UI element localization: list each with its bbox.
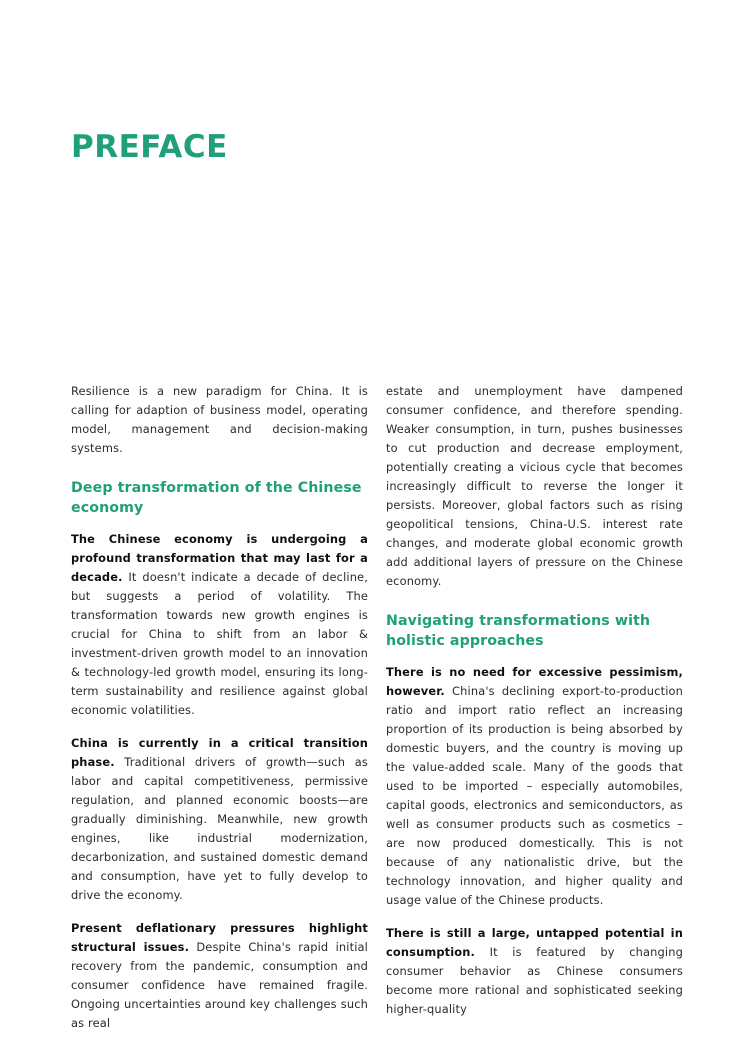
- paragraph-no-pessimism: [386, 663, 683, 910]
- paragraph-body: It is featured by changing consumer behavior as Chinese consumers become more rational and sophisticated seeking higher-quality: [386, 945, 683, 1016]
- intro-paragraph: Resilience is a new paradigm for China. It is calling for adaption of business model, operating model, management and decision-making systems.: [71, 384, 368, 455]
- page-title: PREFACE: [71, 129, 228, 165]
- paragraph-continuation: estate and unemployment have dampened consumer confidence, and therefore spending. Weaker consumption, in turn, pushes businesses to cut production and decrease employment, potentially creating a vicious cycle that becomes increasingly difficult to reverse the longer it persists. Moreover, global factors such as rising geopolitical tensions, China-U.S. interest rate changes, and moderate global economic growth add additional layers of pressure on the Chinese economy.: [386, 384, 683, 588]
- paragraph-lead: Present deflationary pressures highlight structural issues.: [71, 921, 368, 954]
- paragraph-critical-transition: [71, 734, 368, 905]
- right-column: [386, 382, 683, 1033]
- paragraph-untapped-potential: [386, 924, 683, 1019]
- paragraph-deflationary-pressures: [71, 919, 368, 1033]
- paragraph-body: Traditional drivers of growth—such as labor and capital competitiveness, permissive regulation, and planned economic boosts—are gradually diminishing. Meanwhile, new growth engines, like industrial modernization, decarbonization, and sustained domestic demand and consumption, have yet to fully develop to drive the economy.: [71, 755, 368, 902]
- left-column: [71, 382, 368, 1047]
- paragraph-body: It doesn't indicate a decade of decline, but suggests a period of volatility. The transformation towards new growth engines is crucial for China to shift from an labor & investment-driven growth model to an innovation & technology-led growth model, ensuring its long-term sustainability and resilience against global economic volatilities.: [71, 570, 368, 717]
- paragraph-lead: There is no need for excessive pessimism, however.: [386, 665, 683, 698]
- paragraph-lead: The Chinese economy is undergoing a profound transformation that may last for a decade.: [71, 532, 368, 584]
- paragraph-lead: China is currently in a critical transition phase.: [71, 736, 368, 769]
- paragraph-lead: There is still a large, untapped potential in consumption.: [386, 926, 683, 959]
- paragraph-body: China's declining export-to-production ratio and import ratio reflect an increasing proportion of its production is being absorbed by domestic buyers, and the country is moving up the value-added scale. Many of the goods that used to be imported – especially automobiles, capital goods, electronics and semiconductors, as well as consumer products such as cosmetics – are now produced domestically. This is not because of any nationalistic drive, but the technology innovation, and higher quality and usage value of the Chinese products.: [386, 684, 683, 907]
- paragraph-body: Despite China's rapid initial recovery from the pandemic, consumption and consumer confidence have remained fragile. Ongoing uncertainties around key challenges such as real: [71, 940, 368, 1030]
- paragraph-profound-transformation: [71, 530, 368, 720]
- section-heading-navigating-transformations: Navigating transformations with holistic approaches: [386, 613, 651, 649]
- section-heading-deep-transformation: Deep transformation of the Chinese economy: [71, 480, 362, 516]
